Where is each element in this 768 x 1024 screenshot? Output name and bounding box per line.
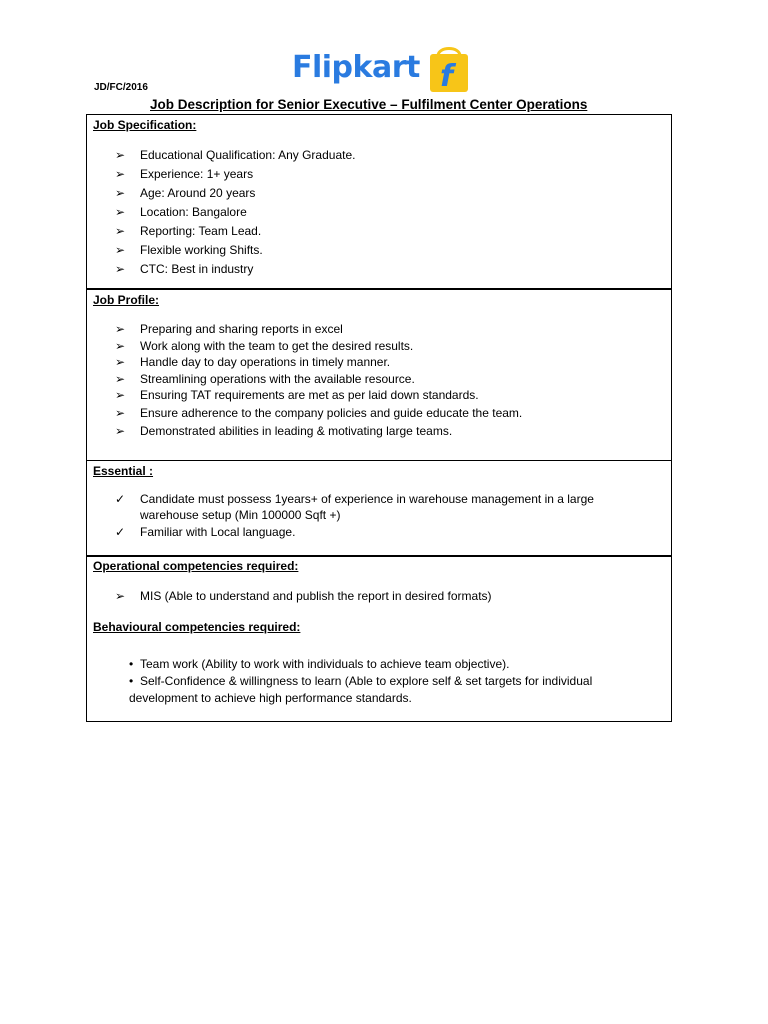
arrow-bullet-icon: ➢: [115, 338, 126, 353]
bullet-icon: •: [129, 657, 134, 671]
competencies-section: Operational competencies required: ➢ MIS (Able to understand and publish the report in desired formats) Behavioural competencies required: • Team work (Ability to work with individuals to achieve team objective). • Self-Confidence & willingness to learn (Able to explore self & set targets for individual development to achieve high performance standards.: [86, 556, 672, 722]
arrow-bullet-icon: ➢: [115, 322, 126, 336]
arrow-bullet-icon: ➢: [115, 148, 126, 162]
arrow-bullet-icon: ➢: [115, 205, 126, 219]
shopping-bag-icon: [426, 42, 472, 94]
flipkart-logo: [292, 42, 492, 96]
bullet-icon: •: [129, 674, 134, 688]
document-reference: JD/FC/2016: [94, 82, 148, 93]
arrow-bullet-icon: ➢: [115, 424, 126, 438]
arrow-bullet-icon: ➢: [115, 243, 126, 257]
arrow-bullet-icon: ➢: [115, 355, 126, 369]
check-icon: ✓: [115, 525, 126, 539]
arrow-bullet-icon: ➢: [115, 224, 126, 238]
operational-heading: Operational competencies required:: [93, 559, 299, 573]
arrow-bullet-icon: ➢: [115, 167, 126, 181]
brand-name: Flipkart: [292, 50, 420, 85]
job-specification-section: Job Specification: ➢ Educational Qualification: Any Graduate. ➢ Experience: 1+ years ➢ Age: Around 20 years ➢ Location: Bangalore ➢ Reporting: Team Lead. ➢ Flexible working Shifts. ➢ CTC: Best in industry: [86, 114, 672, 289]
arrow-bullet-icon: ➢: [115, 371, 126, 386]
arrow-bullet-icon: ➢: [115, 262, 126, 276]
essential-heading: Essential :: [93, 464, 154, 478]
arrow-bullet-icon: ➢: [115, 405, 126, 420]
document-title: Job Description for Senior Executive – Fulfilment Center Operations: [150, 97, 588, 112]
arrow-bullet-icon: ➢: [115, 388, 126, 402]
check-icon: ✓: [115, 492, 126, 506]
svg-text:f: f: [440, 59, 454, 94]
arrow-bullet-icon: ➢: [115, 589, 126, 603]
job-profile-section: Job Profile: ➢ Preparing and sharing reports in excel ➢ Work along with the team to get the desired results. ➢ Handle day to day operations in timely manner. ➢ Streamlining operations with the available resource. ➢ Ensuring TAT requirements are met as per laid down standards. ➢ Ensure adherence to the company policies and guide educate the team. ➢ Demonstrated abilities in leading & motivating large teams.: [86, 289, 672, 461]
essential-section: Essential : ✓ Candidate must possess 1years+ of experience in warehouse management in a large warehouse setup (Min 100000 Sqft +) ✓ Familiar with Local language.: [86, 460, 672, 556]
behavioural-heading: Behavioural competencies required:: [93, 620, 301, 634]
job-specification-heading: Job Specification:: [93, 118, 197, 132]
arrow-bullet-icon: ➢: [115, 186, 126, 200]
job-profile-heading: Job Profile:: [93, 293, 160, 307]
